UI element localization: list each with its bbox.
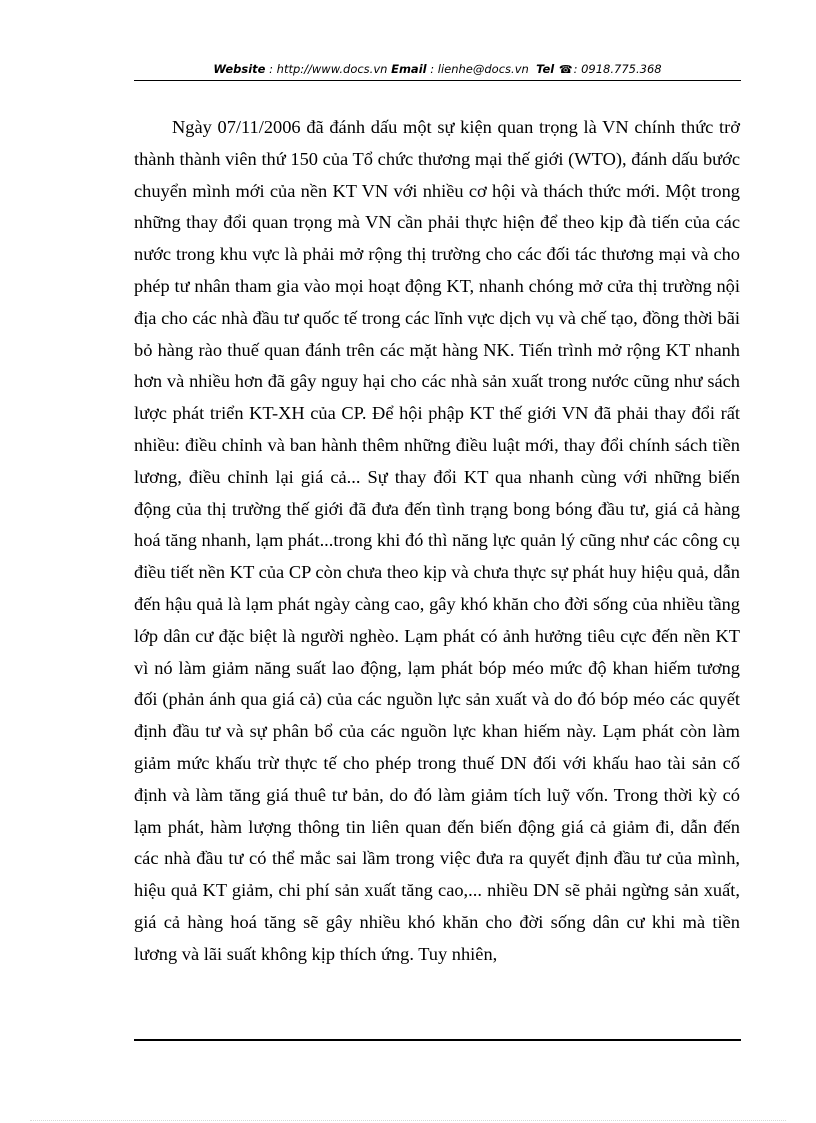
phone-icon: ☎ <box>558 63 573 76</box>
website-label: Website <box>213 62 266 76</box>
page-bottom-edge <box>30 1120 786 1121</box>
tel-label: Tel <box>536 62 555 76</box>
email-label: Email <box>391 62 427 76</box>
email-separator: : <box>426 62 438 76</box>
email-address[interactable]: lienhe@docs.vn <box>437 62 529 76</box>
footer-divider <box>134 1039 741 1041</box>
tel-separator: : <box>573 62 582 76</box>
website-url[interactable]: http://www.docs.vn <box>276 62 388 76</box>
page-header <box>134 60 741 81</box>
tel-number: 0918.775.368 <box>581 62 662 76</box>
website-separator: : <box>265 62 277 76</box>
body-paragraph: Ngày 07/11/2006 đã đánh dấu một sự kiện quan trọng là VN chính thức trở thành thành viên thứ 150 của Tổ chức thương mại thế giới (WTO), đánh dấu bước chuyển mình mới của nền KT VN với nhiều cơ hội và thách thức mới. Một trong những thay đổi quan trọng mà VN cần phải thực hiện để theo kịp đà tiến của các nước trong khu vực là phải mở rộng thị trường cho các đối tác thương mại và cho phép tư nhân tham gia vào mọi hoạt động KT, nhanh chóng mở cửa thị trường nội địa cho các nhà đầu tư quốc tế trong các lĩnh vực dịch vụ và chế tạo, đồng thời bãi bỏ hàng rào thuế quan đánh trên các mặt hàng NK. Tiến trình mở rộng KT nhanh hơn và nhiều hơn đã gây nguy hại cho các nhà sản xuất trong nước cũng như sách lược phát triển KT-XH của CP. Để hội phập KT thế giới VN đã phải thay đổi rất nhiều: điều chỉnh và ban hành thêm những điều luật mới, thay đổi chính sách tiền lương, điều chỉnh lại giá cả... Sự thay đổi KT qua nhanh cùng với những biến động của thị trường thế giới đã đưa đến tình trạng bong bóng đầu tư, giá cả hàng hoá tăng nhanh, lạm phát...trong khi đó thì năng lực quản lý cũng như các công cụ điều tiết nền KT của CP còn chưa theo kịp và chưa thực sự phát huy hiệu quả, dẫn đến hậu quả là lạm phát ngày càng cao, gây khó khăn cho đời sống của nhiều tầng lớp dân cư đặc biệt là người nghèo. Lạm phát có ảnh hưởng tiêu cực đến nền KT vì nó làm giảm năng suất lao động, lạm phát bóp méo mức độ khan hiếm tương đối (phản ánh qua giá cả) của các nguồn lực sản xuất và do đó bóp méo các quyết định đầu tư và sự phân bổ của các nguồn lực khan hiếm này. Lạm phát còn làm giảm mức khấu trừ thực tế cho phép trong thuế DN đối với khấu hao tài sản cố định và làm tăng giá thuê tư bản, do đó làm giảm tích luỹ vốn. Trong thời kỳ có lạm phát, hàm lượng thông tin liên quan đến biến động giá cả giảm đi, dẫn đến các nhà đầu tư có thể mắc sai lầm trong việc đưa ra quyết định đầu tư của mình, hiệu quả KT giảm, chi phí sản xuất tăng cao,... nhiều DN sẽ phải ngừng sản xuất, giá cả hàng hoá tăng sẽ gây nhiều khó khăn cho đời sống dân cư khi mà tiền lương và lãi suất không kịp thích ứng. Tuy nhiên, <box>134 117 740 964</box>
